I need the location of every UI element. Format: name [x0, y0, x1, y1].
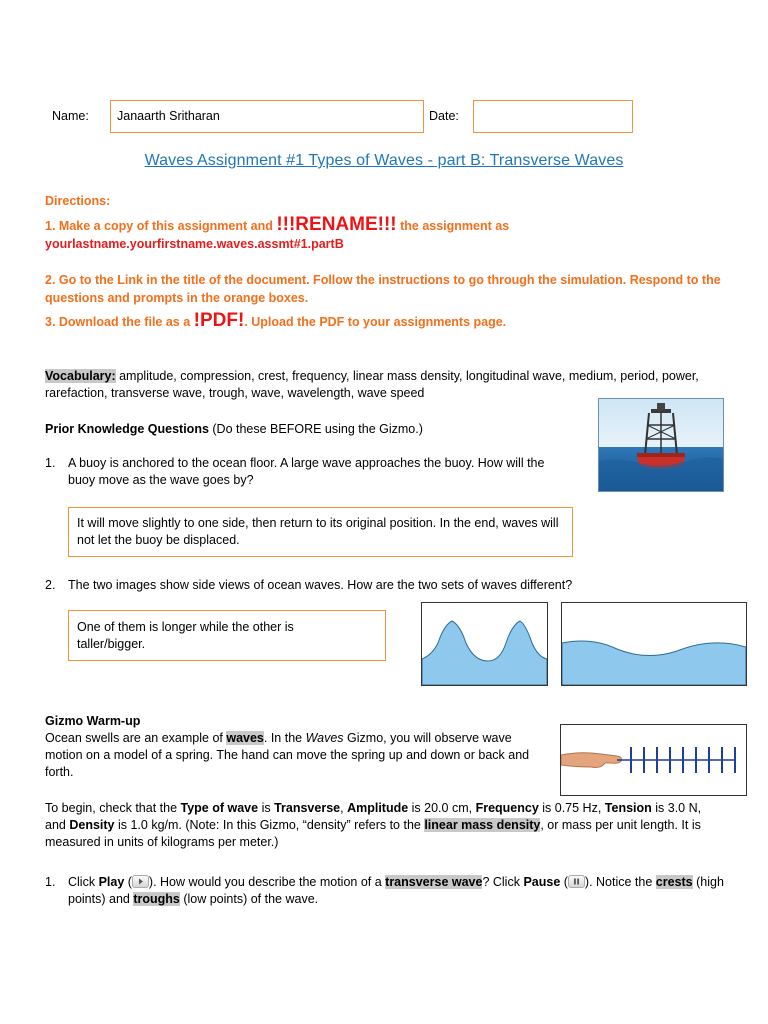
- date-field[interactable]: [473, 100, 633, 133]
- p2-comma-1: ,: [340, 801, 348, 815]
- q-text-a: Click: [68, 875, 99, 889]
- amplitude-value: is 20.0 cm,: [408, 801, 476, 815]
- q-text-g: (high points) and: [68, 875, 724, 906]
- crests-term: crests: [655, 875, 693, 889]
- p2-is-1: is: [258, 801, 275, 815]
- p1-text-a: Ocean swells are an example of: [45, 731, 227, 745]
- direction-step-3: [45, 310, 725, 333]
- prior-knowledge-heading: [45, 421, 423, 438]
- density-term: Density: [69, 818, 115, 832]
- gizmo-warmup-heading: Gizmo Warm-up: [45, 714, 141, 728]
- p1-text-b: . In the: [263, 731, 306, 745]
- name-label: Name:: [52, 109, 89, 123]
- q-text-b: (: [124, 875, 132, 889]
- type-of-wave-term: Type of wave: [180, 801, 259, 815]
- troughs-term: troughs: [133, 892, 180, 906]
- warmup-question-1-number: 1.: [45, 875, 56, 889]
- answer-2-text: One of them is longer while the other is taller/bigger.: [77, 620, 294, 651]
- direction-step-1: [45, 214, 725, 237]
- step1-text-a: 1. Make a copy of this assignment and: [45, 219, 277, 233]
- tension-value: is 3.0 N, and: [45, 801, 702, 832]
- assignment-title-link[interactable]: Waves Assignment #1 Types of Waves - part B: Transverse Waves: [144, 152, 624, 169]
- question-2-number: 2.: [45, 578, 56, 592]
- linear-mass-density-term: linear mass density: [424, 818, 541, 832]
- direction-step-2: 2. Go to the Link in the title of the document. Follow the instructions to go through the simulation. Respond to the questions and prompts in the orange boxes.: [45, 273, 721, 305]
- pdf-emphasis: !PDF!: [193, 310, 245, 331]
- prior-heading-note: (Do these BEFORE using the Gizmo.): [208, 422, 423, 436]
- question-1-text: A buoy is anchored to the ocean floor. A large wave approaches the buoy. How will the buoy move as the wave goes by?: [68, 456, 545, 487]
- name-field[interactable]: [110, 100, 424, 133]
- vocabulary-paragraph: [45, 368, 705, 402]
- hand-spring-image: [560, 724, 747, 796]
- step3-text-a: 3. Download the file as a: [45, 315, 194, 329]
- q-text-e: (: [560, 875, 568, 889]
- name-value: Janaarth Sritharan: [117, 109, 220, 123]
- question-2-text: The two images show side views of ocean waves. How are the two sets of waves different?: [68, 578, 573, 592]
- buoy-photo: [598, 398, 724, 492]
- filename-format: yourlastname.yourfirstname.waves.assmt#1.partB: [45, 237, 344, 251]
- transverse-wave-term: transverse wave: [385, 875, 483, 889]
- transverse-term: Transverse: [274, 801, 341, 815]
- warmup-paragraph-1: [45, 730, 530, 781]
- p2-end: , or mass per unit length. It is measured in units of kilograms per meter.): [45, 818, 701, 849]
- q-text-c: ). How would you describe the motion of a: [148, 875, 386, 889]
- vocabulary-terms: amplitude, compression, crest, frequency, linear mass density, longitudinal wave, medium, period, power, rarefaction, transverse wave, trough, wave, wavelength, wave speed: [45, 369, 699, 400]
- answer-1-text: It will move slightly to one side, then return to its original position. In the end, waves will not let the buoy be displaced.: [77, 516, 559, 547]
- answer-2-box[interactable]: [68, 610, 386, 661]
- date-label: Date:: [429, 109, 459, 123]
- play-term: Play: [98, 875, 125, 889]
- pause-term: Pause: [523, 875, 561, 889]
- vocabulary-label: Vocabulary:: [45, 369, 116, 383]
- step3-text-b: . Upload the PDF to your assignments page.: [244, 315, 507, 329]
- q-text-d: ? Click: [482, 875, 524, 889]
- frequency-term: Frequency: [475, 801, 539, 815]
- warmup-paragraph-2: [45, 800, 725, 851]
- tall-waves-image: [421, 602, 548, 686]
- pause-icon: [568, 875, 585, 888]
- play-icon: [132, 875, 149, 888]
- amplitude-term: Amplitude: [347, 801, 409, 815]
- answer-1-box[interactable]: [68, 507, 573, 557]
- q-text-f: ). Notice the: [584, 875, 656, 889]
- long-waves-image: [561, 602, 747, 686]
- directions-heading: Directions:: [45, 194, 111, 208]
- question-1-number: 1.: [45, 456, 56, 470]
- tension-term: Tension: [604, 801, 652, 815]
- q-text-h: (low points) of the wave.: [179, 892, 319, 906]
- warmup-question-1-text: [68, 874, 733, 908]
- density-value: is 1.0 kg/m. (Note: In this Gizmo, “density” refers to the: [114, 818, 425, 832]
- waves-gizmo-name: Waves: [305, 731, 344, 745]
- frequency-value: is 0.75 Hz,: [538, 801, 605, 815]
- prior-heading-bold: Prior Knowledge Questions: [45, 422, 209, 436]
- p1-text-c: Gizmo, you will observe wave motion on a model of a spring. The hand can move the spring up and down or back and forth.: [45, 731, 530, 779]
- p2-text-a: To begin, check that the: [45, 801, 181, 815]
- step1-text-b: the assignment as: [396, 219, 510, 233]
- rename-emphasis: !!!RENAME!!!: [276, 214, 397, 235]
- waves-term: waves: [226, 731, 264, 745]
